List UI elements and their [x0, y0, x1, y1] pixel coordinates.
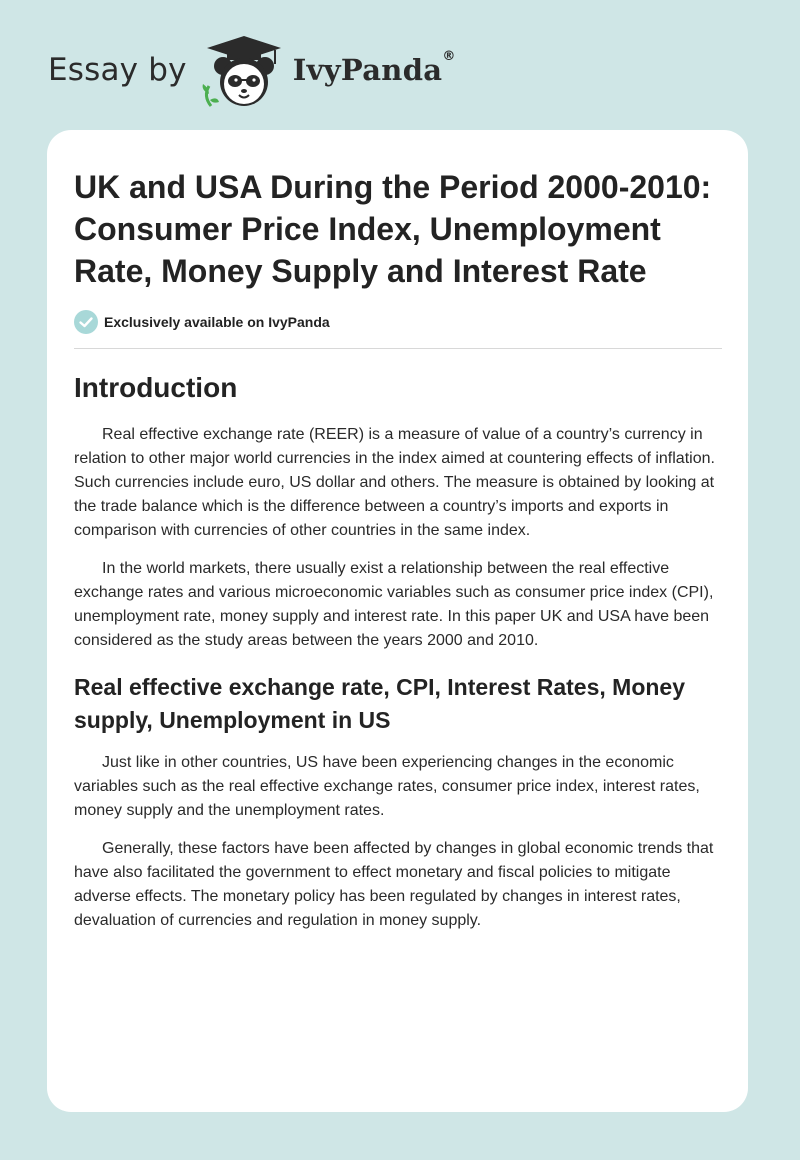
essay-by-label: Essay by	[48, 52, 187, 88]
brand-name[interactable]: IvyPanda®	[292, 49, 456, 87]
site-header	[48, 30, 456, 110]
paragraph: In the world markets, there usually exist a relationship between the real effective exchange rates and various microeconomic variables such as consumer price index (CPI), unemployment rate, money supply and interest rate. In this paper UK and USA have been considered as the study areas between the years 2000 and 2010.	[74, 560, 714, 649]
paragraph: Real effective exchange rate (REER) is a measure of value of a country’s currency in relation to other major world currencies in the index aimed at countering effects of inflation. Such currencies include euro, US dollar and others. The measure is obtained by looking at the trade balance which is the difference between a country’s imports and exports in comparison with currencies of other countries in the same index.	[74, 426, 715, 539]
check-circle-icon	[74, 310, 98, 334]
panda-graduate-icon[interactable]	[201, 30, 287, 110]
paragraph: Just like in other countries, US have been experiencing changes in the economic variables such as the real effective exchange rates, consumer price index, interest rates, money supply and the unemployment rates.	[74, 754, 700, 819]
section-heading-us-variables: Real effective exchange rate, CPI, Interest Rates, Money supply, Unemployment in US	[74, 674, 686, 733]
paragraph: Generally, these factors have been affected by changes in global economic trends that have also facilitated the government to effect monetary and fiscal policies to mitigate adverse effects. The monetary policy has been regulated by changes in interest rates, devaluation of currencies and regulation in money supply.	[74, 840, 714, 929]
article-title: UK and USA During the Period 2000-2010: Consumer Price Index, Unemployment Rate, Money Supply and Interest Rate	[74, 169, 712, 289]
section-heading-introduction: Introduction	[74, 372, 238, 403]
exclusive-label: Exclusively available on IvyPanda	[104, 314, 330, 330]
exclusive-badge	[74, 310, 722, 349]
article-card	[47, 130, 748, 1112]
registered-mark: ®	[442, 49, 456, 64]
